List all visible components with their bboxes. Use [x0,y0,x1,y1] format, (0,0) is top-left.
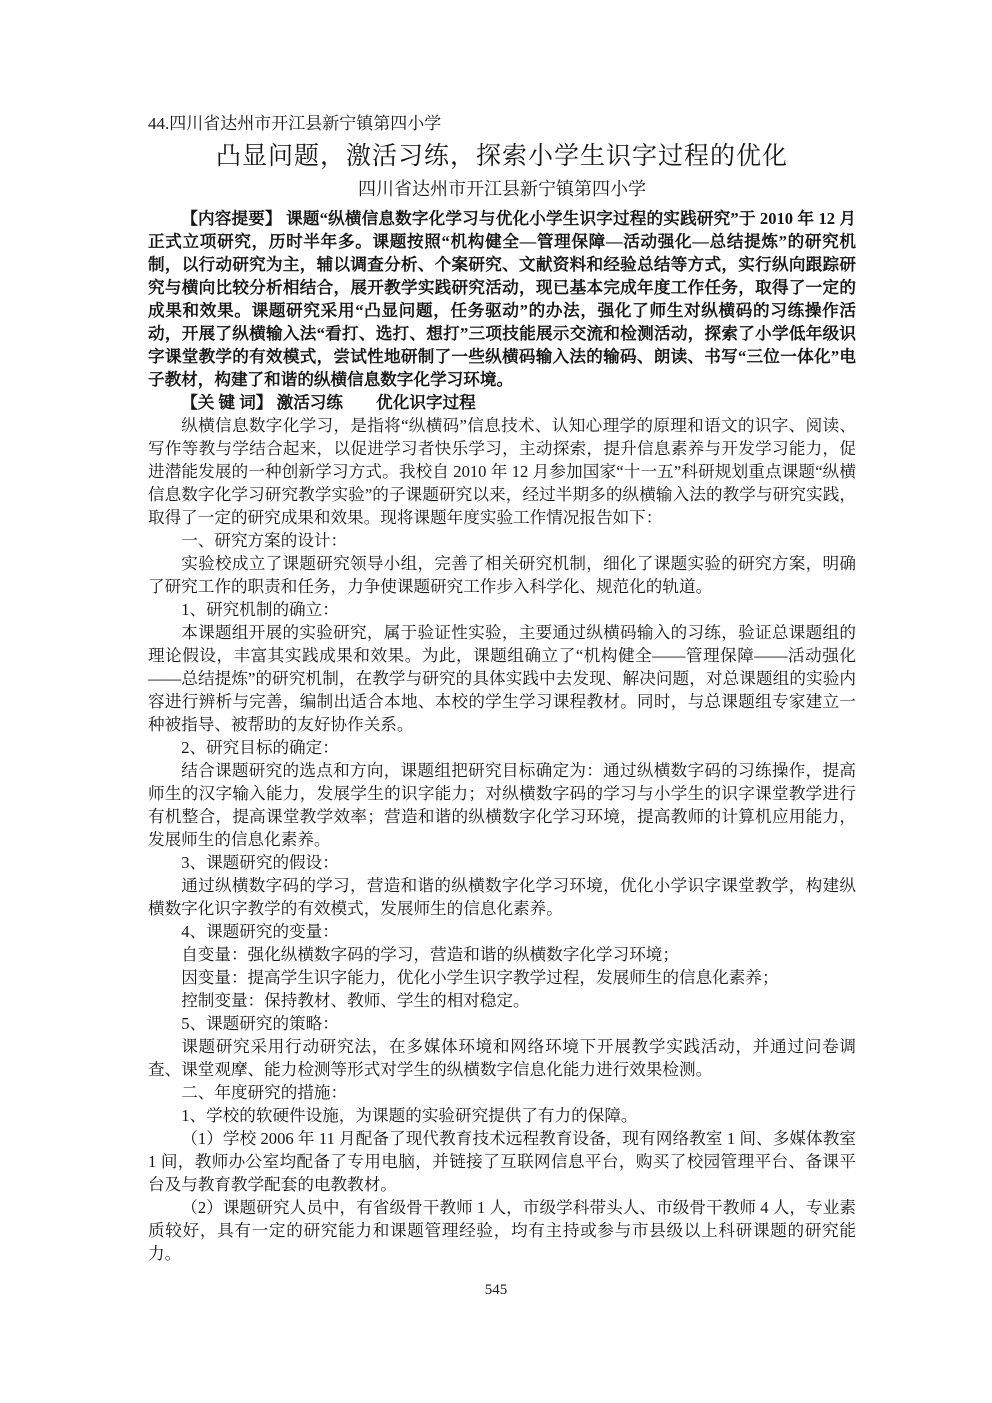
body-paragraph: （1）学校 2006 年 11 月配备了现代教育技术远程教育设备，现有网络教室 1 间、多媒体教室 1 间，教师办公室均配备了专用电脑，并链接了互联网信息平台，购买了校园管理平台、备课平台及与教育教学配套的电教教材。 [148,1129,856,1194]
body-paragraph: 通过纵横数字码的学习，营造和谐的纵横数字化学习环境，优化小学识字课堂教学，构建纵横数字化识字教学的有效模式，发展师生的信息化素养。 [148,876,856,918]
section-heading-2: 二、年度研究的措施： [181,1083,348,1102]
subsection-heading-1-4: 4、课题研究的变量： [181,922,339,941]
document-index-line: 44.四川省达州市开江县新宁镇第四小学 [148,114,442,133]
section-heading-1: 一、研究方案的设计： [181,531,348,550]
author-affiliation: 四川省达州市开江县新宁镇第四小学 [358,179,646,199]
subsection-heading-1-1: 1、研究机制的确立： [181,600,339,619]
body-paragraph: 因变量：提高学生识字能力，优化小学生识字教学过程，发展师生的信息化素养； [181,968,779,987]
page-number: 545 [484,1282,508,1298]
subsection-heading-2-1: 1、学校的软硬件设施，为课题的实验研究提供了有力的保障。 [181,1106,638,1125]
body-paragraph: 结合课题研究的选点和方向，课题组把研究目标确定为：通过纵横数字码的习练操作，提高师生的汉字输入能力，发展学生的识字能力；对纵横数字码的学习与小学生的识字课堂教学进行有机整合，提高课堂教学效率；营造和谐的纵横数字化学习环境，提高教师的计算机应用能力，发展师生的信息化素养。 [148,761,856,849]
keywords-line: 【关 键 词】 激活习练 优化识字过程 [181,393,476,412]
body-paragraph: 纵横信息数字化学习，是指将“纵横码”信息技术、认知心理学的原理和语文的识字、阅读、写作等教与学结合起来，以促进学习者快乐学习，主动探索，提升信息素养与开发学习能力，促进潜能发展的一种创新学习方式。我校自 2010 年 12 月参加国家“十一五”科研规划重点课题“纵横信息数字化学习研究教学实验”的子课题研究以来，经过半期多的纵横输入法的教学与研究实践，取得了一定的研究成果和效果。现将课题年度实验工作情况报告如下： [148,416,856,527]
subsection-heading-1-3: 3、课题研究的假设： [181,853,339,872]
body-paragraph: 控制变量：保持教材、教师、学生的相对稳定。 [181,991,530,1010]
body-paragraph: 本课题组开展的实验研究，属于验证性实验，主要通过纵横码输入的习练，验证总课题组的理论假设，丰富其实践成果和效果。为此，课题组确立了“机构健全——管理保障——活动强化——总结提炼”的研究机制，在教学与研究的具体实践中去发现、解决问题，对总课题组的实验内容进行辨析与完善，编制出适合本地、本校的学生学习课程教材。同时，与总课题组专家建立一种被指导、被帮助的友好协作关系。 [148,623,856,734]
subsection-heading-1-2: 2、研究目标的确定： [181,738,339,757]
body-paragraph: 课题研究采用行动研究法，在多媒体环境和网络环境下开展教学实践活动，并通过问卷调查、课堂观摩、能力检测等形式对学生的纵横数字信息化能力进行效果检测。 [148,1037,856,1079]
page-content [148,112,856,1265]
body-paragraph: 自变量：强化纵横数字码的学习，营造和谐的纵横数字化学习环境； [181,945,679,964]
body-paragraph: 实验校成立了课题研究领导小组，完善了相关研究机制，细化了课题实验的研究方案，明确了研究工作的职责和任务，力争使课题研究工作步入科学化、规范化的轨道。 [148,554,856,596]
page-title: 凸显问题，激活习练，探索小学生识字过程的优化 [215,143,788,170]
subsection-heading-1-5: 5、课题研究的策略： [181,1014,339,1033]
abstract-paragraph: 【内容提要】 课题“纵横信息数字化学习与优化小学生识字过程的实践研究”于 2010 年 12 月正式立项研究，历时半年多。课题按照“机构健全—管理保障—活动强化—总结提炼”的研究机制，以行动研究为主，辅以调查分析、个案研究、文献资料和经验总结等方式，实行纵向跟踪研究与横向比较分析相结合，展开教学实践研究活动，现已基本完成年度工作任务，取得了一定的成果和效果。课题研究采用“凸显问题，任务驱动”的办法，强化了师生对纵横码的习练操作活动，开展了纵横输入法“看打、选打、想打”三项技能展示交流和检测活动，探索了小学低年级识字课堂教学的有效模式，尝试性地研制了一些纵横码输入法的输码、朗读、书写“三位一体化”电子教材，构建了和谐的纵横信息数字化学习环境。 [148,209,856,389]
body-paragraph: （2）课题研究人员中，有省级骨干教师 1 人，市级学科带头人、市级骨干教师 4 人，专业素质较好，具有一定的研究能力和课题管理经验，均有主持或参与市县级以上科研课题的研究能力。 [148,1198,856,1263]
